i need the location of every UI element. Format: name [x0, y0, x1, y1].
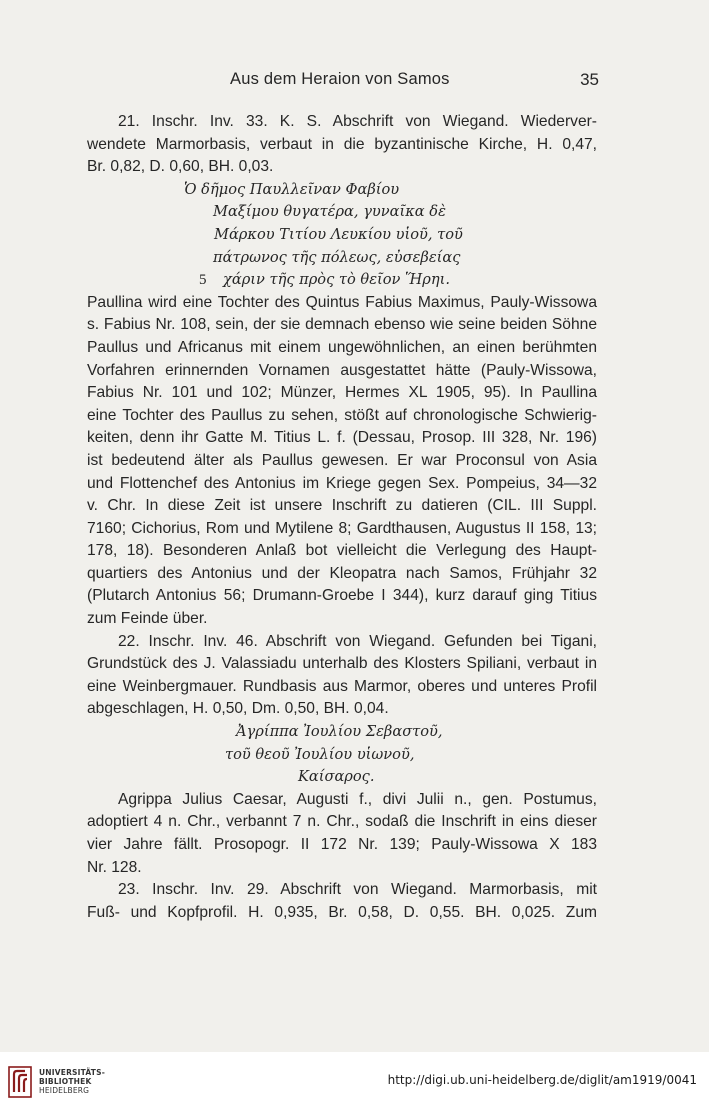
- greek-inscription-line-5: [87, 269, 597, 292]
- text-line: 22. Inschr. Inv. 46. Abschrift von Wiegand. Gefunden bei Tigani,: [118, 632, 597, 650]
- greek-inscription-text: χάριν τῆς πρὸς τὸ θεῖον Ἥρηι.: [223, 271, 450, 289]
- text-line: quartiers des Antonius und der Kleopatra nach Samos, Frühjahr 32: [87, 564, 597, 582]
- inscription-line-number: 5: [199, 272, 207, 289]
- text-line: (Plutarch Antonius 56; Drumann-Groebe I 344), kurz darauf ging Titius: [87, 587, 597, 605]
- greek-inscription-line: Μαξίμου θυγατέρα, γυναῖκα δὲ: [213, 203, 446, 221]
- text-line: 7160; Cichorius, Rom und Mytilene 8; Gardthausen, Augustus II 158, 13;: [87, 519, 597, 537]
- text-line: s. Fabius Nr. 108, sein, der sie demnach ebenso wie seine beiden Söhne: [87, 316, 597, 334]
- logo-line: BIBLIOTHEK: [39, 1077, 92, 1086]
- body-text: [87, 111, 597, 924]
- page-header: [0, 70, 709, 94]
- greek-inscription-line: Ἀγρίππα Ἰουλίου Σεβαστοῦ,: [236, 723, 443, 741]
- text-line: Fabius Nr. 101 und 102; Münzer, Hermes XL 1905, 95). In Paullina: [87, 384, 597, 402]
- library-logo-icon: [8, 1066, 32, 1098]
- text-line: adoptiert 4 n. Chr., verbannt 7 n. Chr., sodaß die Inschrift in eins dieser: [87, 813, 597, 831]
- footer-bar: [0, 1052, 709, 1112]
- text-line: 23. Inschr. Inv. 29. Abschrift von Wiegand. Marmorbasis, mit: [118, 881, 597, 899]
- text-line: keiten, denn ihr Gatte M. Titius L. f. (Dessau, Prosop. III 328, Nr. 196): [87, 429, 597, 447]
- university-library-logo[interactable]: [6, 1064, 106, 1104]
- running-title: Aus dem Heraion von Samos: [230, 70, 450, 88]
- text-line: v. Chr. In diese Zeit ist unsere Inschrift zu datieren (CIL. III Suppl.: [87, 497, 597, 515]
- text-line: Paullus und Africanus mit einem ungewöhnlichen, an einen berühmten: [87, 338, 597, 356]
- text-line: 21. Inschr. Inv. 33. K. S. Abschrift von Wiegand. Wiederver-: [118, 113, 597, 130]
- logo-line: HEIDELBERG: [39, 1086, 90, 1095]
- greek-inscription-line: Καίσαρος.: [298, 768, 375, 786]
- greek-inscription-line: Ὁ δῆμος Παυλλεῖναν Φαβίου: [184, 180, 400, 198]
- greek-inscription-line: Μάρκου Τιτίου Λευκίου υἱοῦ, τοῦ: [214, 225, 463, 243]
- logo-wordmark: [39, 1068, 105, 1095]
- text-line: ist bedeutend älter als Paullus gewesen. Er war Proconsul von Asia: [87, 451, 597, 469]
- text-line: zum Feinde über.: [87, 610, 208, 628]
- greek-inscription-line: πάτρωνος τῆς πόλεως, εὐσεβείας: [213, 248, 461, 266]
- text-line: abgeschlagen, H. 0,50, Dm. 0,50, BH. 0,04.: [87, 700, 389, 718]
- logo-line: UNIVERSITÄTS-: [39, 1068, 106, 1077]
- text-line: Grundstück des J. Valassiadu unterhalb des Klosters Spiliani, verbaut in: [87, 655, 597, 673]
- page-number: 35: [580, 70, 599, 89]
- digital-source-link[interactable]: http://digi.ub.uni-heidelberg.de/diglit/am1919/0041: [387, 1073, 697, 1087]
- text-line: Paullina wird eine Tochter des Quintus Fabius Maximus, Pauly-Wissowa: [87, 293, 597, 311]
- text-line: vier Jahre fällt. Prosopogr. II 172 Nr. 139; Pauly-Wissowa X 183: [87, 836, 597, 853]
- text-line: Nr. 128.: [87, 858, 142, 876]
- text-line: Br. 0,82, D. 0,60, BH. 0,03.: [87, 158, 274, 176]
- text-line: Vorfahren erinnernden Vornamen ausgestattet hätte (Pauly-Wissowa,: [87, 361, 597, 379]
- text-line: 178, 18). Besonderen Anlaß bot vielleicht die Verlegung des Haupt-: [87, 542, 597, 560]
- text-line: Fuß- und Kopfprofil. H. 0,935, Br. 0,58, D. 0,55. BH. 0,025. Zum: [87, 903, 597, 921]
- text-line: eine Weinbergmauer. Rundbasis aus Marmor, oberes und unteres Profil: [87, 677, 597, 695]
- text-line: eine Tochter des Paullus zu sehen, stößt auf chronologische Schwierig-: [87, 406, 597, 424]
- text-line: und Flottenchef des Antonius im Kriege gegen Sex. Pompeius, 34—32: [87, 474, 597, 492]
- greek-inscription-line: τοῦ θεοῦ Ἰουλίου υἱωνοῦ,: [225, 745, 415, 763]
- text-line: wendete Marmorbasis, verbaut in die byzantinische Kirche, H. 0,47,: [87, 135, 597, 153]
- text-line: Agrippa Julius Caesar, Augusti f., divi Julii n., gen. Postumus,: [118, 790, 597, 808]
